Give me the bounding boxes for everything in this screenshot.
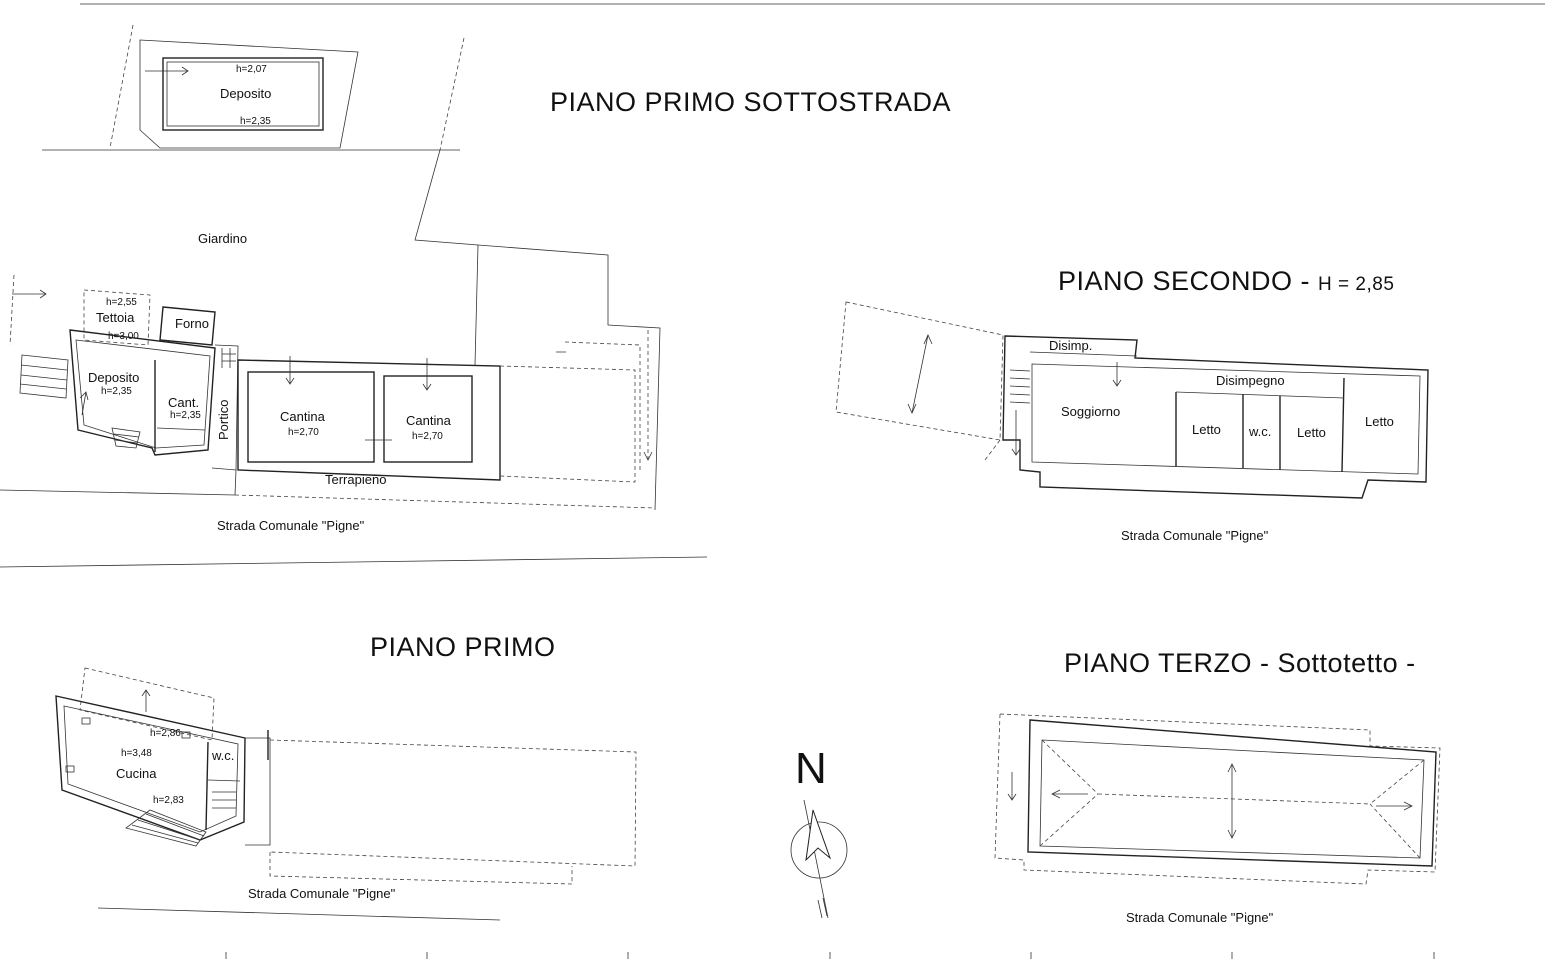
room-wc-primo: w.c. [212,748,235,763]
height-cantina-1: h=2,70 [288,427,319,438]
room-forno: Forno [175,316,209,331]
label-strada-secondo: Strada Comunale "Pigne" [1121,528,1269,543]
room-letto-1: Letto [1192,422,1221,437]
plan-piano-primo [56,632,636,920]
height-tettoia-1: h=2,55 [106,297,137,308]
room-letto-2: Letto [1297,425,1326,440]
height-deposito-top-1: h=2,07 [236,64,267,75]
room-letto-3: Letto [1365,414,1394,429]
room-soggiorno: Soggiorno [1061,404,1121,419]
height-primo-1: h=2,86 [150,728,181,739]
room-disimp: Disimp. [1049,338,1093,353]
north-label: N [795,744,827,793]
bottom-ticks [226,952,1434,959]
height-cant: h=2,35 [170,410,201,421]
label-terrapieno: Terrapieno [325,472,387,487]
label-portico: Portico [216,399,231,440]
room-cucina: Cucina [116,766,157,781]
height-deposito-top-2: h=2,35 [240,116,271,127]
title-piano-primo-sottostrada: PIANO PRIMO SOTTOSTRADA [550,87,952,117]
height-primo-3: h=2,83 [153,795,184,806]
label-giardino: Giardino [198,231,248,246]
height-cantina-2: h=2,70 [412,431,443,442]
plan-piano-secondo [836,266,1428,543]
title-piano-secondo: PIANO SECONDO - H = 2,85 [1058,266,1395,296]
room-deposito: Deposito [88,370,140,385]
label-strada-primo: Strada Comunale "Pigne" [248,886,396,901]
height-deposito: h=2,35 [101,386,132,397]
height-primo-2: h=3,48 [121,748,152,759]
plan-piano-primo-sottostrada [0,25,951,567]
room-tettoia: Tettoia [96,310,135,325]
room-wc-secondo: w.c. [1249,424,1272,439]
label-strada-terzo: Strada Comunale "Pigne" [1126,910,1274,925]
room-deposito-top: Deposito [220,86,272,101]
room-cantina-2: Cantina [406,413,451,428]
title-piano-primo: PIANO PRIMO [370,632,556,662]
room-cantina-1: Cantina [280,409,325,424]
label-strada-sottostrada: Strada Comunale "Pigne" [217,518,365,533]
title-piano-terzo: PIANO TERZO - Sottotetto - [1064,648,1416,678]
north-arrow [791,744,847,918]
height-tettoia-2: h=3,00 [108,331,139,342]
plan-piano-terzo [995,648,1440,925]
room-disimpegno: Disimpegno [1216,373,1285,388]
room-cant: Cant. [168,395,200,410]
